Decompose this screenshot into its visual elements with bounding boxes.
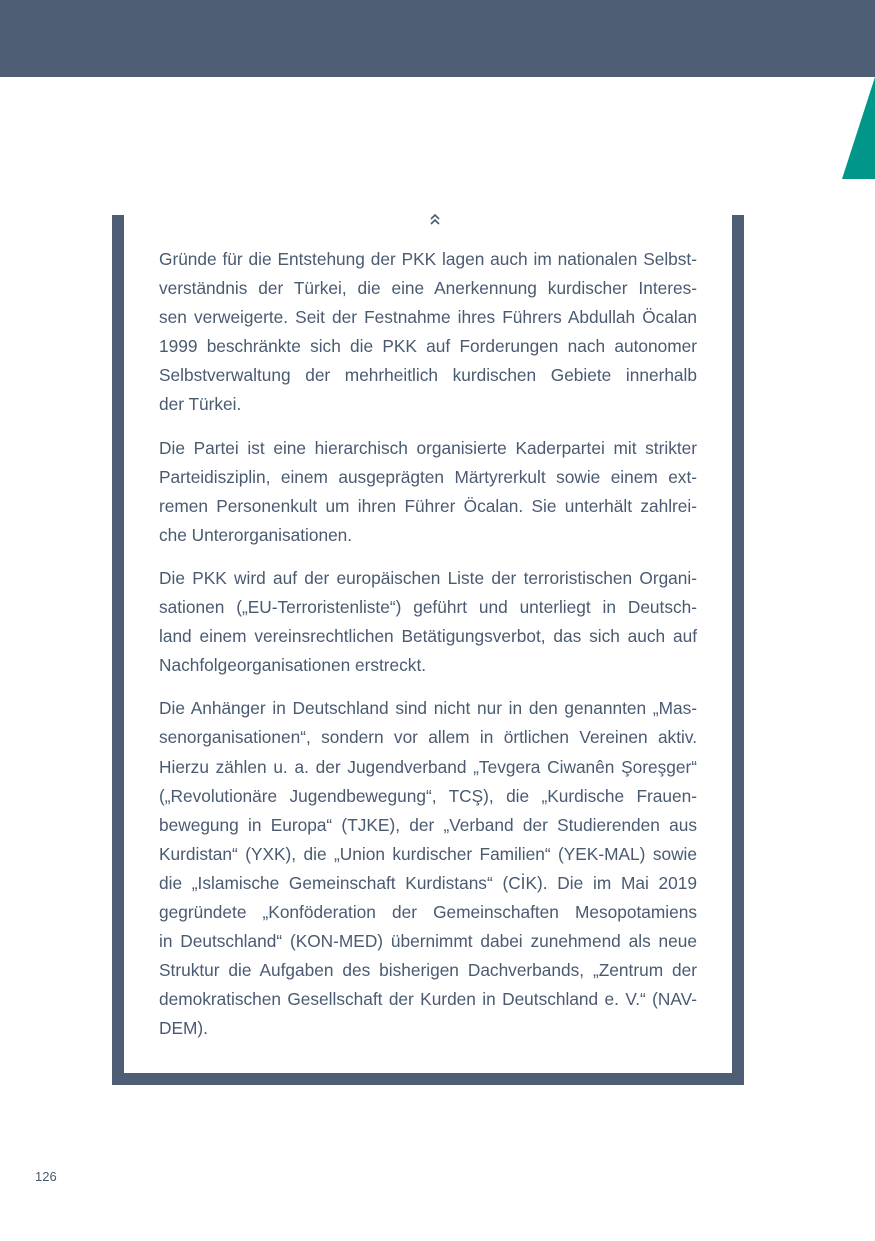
text-line: verständnis der Türkei, die eine Anerkennung kurdischer Interes-: [159, 278, 697, 299]
text-line: („Revolutionäre Jugendbewegung“, TCŞ), die „Kurdische Frauen-: [159, 785, 697, 806]
page-number: 126: [35, 1169, 57, 1184]
text-line: der Türkei.: [159, 394, 242, 415]
header-band: [0, 0, 875, 77]
text-line: Die Anhänger in Deutschland sind nicht nur in den genannten „Mas-: [159, 698, 697, 719]
text-line: 1999 beschränkte sich die PKK auf Forderungen nach autonomer: [159, 336, 697, 357]
text-line: Die PKK wird auf der europäischen Liste der terroristischen Organi-: [159, 567, 697, 588]
text-line: che Unterorganisationen.: [159, 524, 353, 545]
text-line: Hierzu zählen u. a. der Jugendverband „Tevgera Ciwanên Şoreşger“: [159, 756, 697, 777]
text-line: DEM).: [159, 1018, 208, 1039]
text-line: Die Partei ist eine hierarchisch organisierte Kaderpartei mit strikter: [159, 437, 697, 458]
double-chevron-up-icon: [428, 212, 442, 228]
text-line: Kurdistan“ (YXK), die „Union kurdischer Familien“ (YEK-MAL) sowie: [159, 843, 697, 864]
text-line: sen verweigerte. Seit der Festnahme ihres Führers Abdullah Öcalan: [159, 307, 697, 328]
text-line: Selbstverwaltung der mehrheitlich kurdischen Gebiete innerhalb: [159, 365, 697, 386]
paragraph-supporters: [159, 694, 697, 1043]
text-line: demokratischen Gesellschaft der Kurden in Deutschland e. V.“ (NAV-: [159, 989, 697, 1010]
text-line: Struktur die Aufgaben des bisherigen Dachverbands, „Zentrum der: [159, 960, 697, 981]
paragraph-structure: [159, 434, 697, 550]
text-line: bewegung in Europa“ (TJKE), der „Verband der Studierenden aus: [159, 814, 697, 835]
text-line: senorganisationen“, sondern vor allem in örtlichen Vereinen aktiv.: [159, 727, 697, 748]
info-box-text: [159, 245, 697, 1057]
text-line: gegründete „Konföderation der Gemeinschaften Mesopotamiens: [159, 901, 697, 922]
text-line: remen Personenkult um ihren Führer Öcalan. Sie unterhält zahlrei-: [159, 495, 697, 516]
text-line: land einem vereinsrechtlichen Betätigungsverbot, das sich auch auf: [159, 626, 697, 647]
paragraph-eu-list: [159, 564, 697, 680]
text-line: Nachfolgeorganisationen erstreckt.: [159, 655, 427, 676]
text-line: in Deutschland“ (KON-MED) übernimmt dabei zunehmend als neue: [159, 931, 697, 952]
text-line: Gründe für die Entstehung der PKK lagen auch im nationalen Selbst-: [159, 249, 697, 269]
paragraph-origins: [159, 245, 697, 420]
text-line: sationen („EU-Terroristenliste“) geführt und unterliegt in Deutsch-: [159, 597, 697, 618]
text-line: Parteidisziplin, einem ausgeprägten Märtyrerkult sowie einem ext-: [159, 466, 697, 487]
text-line: die „Islamische Gemeinschaft Kurdistans“ (CİK). Die im Mai 2019: [159, 872, 697, 893]
corner-accent-triangle: [842, 77, 875, 179]
corner-accent-shape: [842, 77, 875, 179]
